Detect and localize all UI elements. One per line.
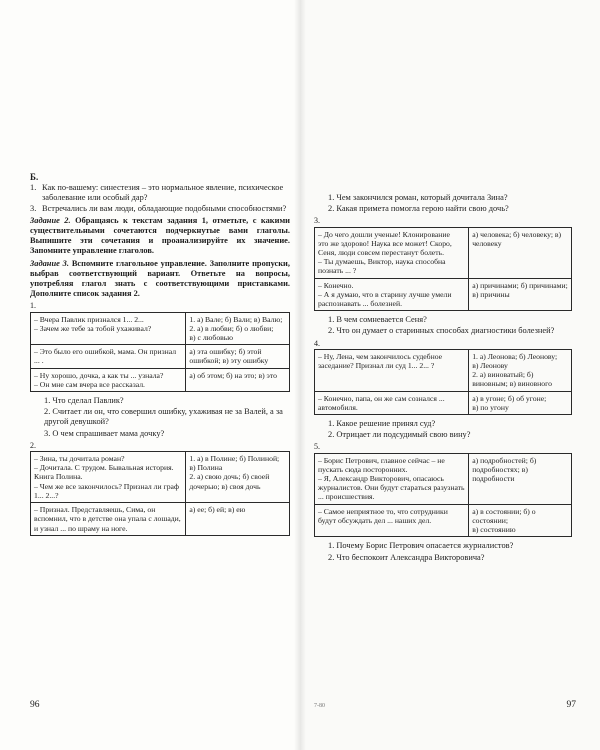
right-page-content bbox=[314, 192, 572, 563]
question: 1. Почему Борис Петрович опасается журналистов? bbox=[328, 541, 514, 551]
table-cell: 1. а) Леонова; б) Леонову; в) Леонову 2. а) виноватый; б) виновным; в) виновного bbox=[469, 349, 572, 391]
task-2: Задание 2. Обращаясь к текстам задания 1, отметьте, с какими существительными сочетаются подчеркнутые вами глаголы. Выпишите эти сочетания и проанализируйте их значение. Запомните управление глаголов. bbox=[30, 215, 290, 256]
task-3: Задание 3. Вспомните глагольное управление. Заполните пропуски, выбрав соответствующий вариант. Ответьте на вопросы, употребляя глагол знать с соответствующими приставками. Дополните список задания 2. bbox=[30, 258, 290, 299]
table-row bbox=[315, 453, 572, 504]
table-cell: – Самое неприятное то, что сотрудники будут обсуждать дел ... наших дел. bbox=[315, 504, 469, 537]
table-number: 4. bbox=[314, 338, 320, 348]
exercise-table-5 bbox=[314, 453, 572, 538]
table-row bbox=[315, 349, 572, 391]
question: 1. Что сделал Павлик? bbox=[44, 396, 124, 406]
question: 2. Что беспокоит Александра Викторовича? bbox=[328, 552, 485, 562]
question: 1. В чем сомневается Сеня? bbox=[328, 315, 427, 325]
table-cell: 1. а) Вале; б) Вали; в) Валю; 2. а) в любви; б) о любви; в) с любовью bbox=[186, 312, 290, 345]
table-cell: а) ее; б) ей; в) ею bbox=[186, 503, 290, 536]
table-row bbox=[315, 278, 572, 311]
right-page bbox=[300, 0, 600, 750]
table-cell: а) в угоне; б) об угоне; в) по угону bbox=[469, 391, 572, 414]
table-cell: а) человека; б) человеку; в) человеку bbox=[469, 227, 572, 278]
list-item: 3. Встречались ли вам люди, обладающие подобными способностями? bbox=[30, 203, 287, 213]
table-row bbox=[31, 452, 290, 503]
book-gutter bbox=[294, 0, 306, 750]
table-number: 1. bbox=[30, 301, 36, 311]
table-row bbox=[315, 504, 572, 537]
table-cell: – Вчера Павлик признался 1... 2... – Зачем же тебе за тобой ухаживал? bbox=[31, 312, 186, 345]
table-cell: а) эта ошибку; б) этой ошибкой; в) эту ошибку bbox=[186, 345, 290, 368]
table-row bbox=[31, 312, 290, 345]
question: 2. Какая примета помогла герою найти свою дочь? bbox=[328, 204, 509, 214]
section-letter: Б. bbox=[30, 172, 39, 182]
table-cell: – Ну, Лена, чем закончилось судебное заседание? Признал ли суд 1... 2... ? bbox=[315, 349, 469, 391]
table-row bbox=[315, 227, 572, 278]
question: 1. Чем закончился роман, который дочитала Зина? bbox=[328, 193, 508, 202]
exercise-table-1 bbox=[30, 312, 290, 392]
question: 2. Отрицает ли подсудимый свою вину? bbox=[328, 430, 471, 440]
exercise-table-4 bbox=[314, 349, 572, 415]
table-cell: – Конечно, папа, он же сам сознался ... автомобиля. bbox=[315, 391, 469, 414]
page-number-right: 97 bbox=[566, 700, 576, 710]
table-cell: – До чего дошли ученые! Клонирование это же здорово! Наука все может! Скоро, Сеня, люди совсем перестанут болеть. – Ты думаешь, Виктор, наука способна познать ... ? bbox=[315, 227, 469, 278]
table-cell: – Это было его ошибкой, мама. Он признал ... . bbox=[31, 345, 186, 368]
table-number: 2. bbox=[30, 440, 36, 450]
table-cell: – Признал. Представляешь, Сима, он вспомнил, что в детстве она упала с лошади, и узнал ... по шраму на ноге. bbox=[31, 503, 186, 536]
question: 3. О чем спрашивает мама дочку? bbox=[44, 428, 165, 438]
table-row bbox=[31, 345, 290, 368]
table-cell: – Конечно. – А я думаю, что в старину лучше умели распознавать ... болезней. bbox=[315, 278, 469, 311]
table-cell: а) причинами; б) причинами; в) причины bbox=[469, 278, 572, 311]
table-row bbox=[31, 503, 290, 536]
left-page-content bbox=[30, 172, 290, 536]
question: 2. Что он думает о старинных способах диагностики болезней? bbox=[328, 326, 555, 336]
table-row bbox=[315, 391, 572, 414]
list-item: 1. Как по-вашему: синестезия – это нормальное явление, психическое заболевание или особый дар? bbox=[30, 183, 284, 203]
question: 1. Какое решение принял суд? bbox=[328, 419, 436, 429]
table-cell: – Борис Петрович, главное сейчас – не пускать сюда посторонних. – Я, Александр Викторович, опасаюсь журналистов. Они будут стараться разузнать ... происшествия. bbox=[315, 453, 469, 504]
table-number: 5. bbox=[314, 442, 320, 452]
table-row bbox=[31, 368, 290, 391]
table-cell: а) об этом; б) на это; в) это bbox=[186, 368, 290, 391]
page-number-left: 96 bbox=[30, 700, 40, 710]
table-cell: а) в состоянии; б) о состоянии; в) состоянию bbox=[469, 504, 572, 537]
table-cell: а) подробностей; б) подробностях; в) подробности bbox=[469, 453, 572, 504]
table-cell: 1. а) в Полине; б) Полиной; в) Полина 2. а) свою дочь; б) своей дочерью; в) своя дочь bbox=[186, 452, 290, 503]
exercise-table-2 bbox=[30, 451, 290, 536]
question: 2. Считает ли он, что совершил ошибку, ухаживая не за Валей, а за другой девушкой? bbox=[44, 407, 283, 427]
table-number: 3. bbox=[314, 216, 320, 226]
exercise-table-3 bbox=[314, 227, 572, 312]
table-cell: – Зина, ты дочитала роман? – Дочитала. С трудом. Бывальная история. Книга Полина. – Чем же все закончилось? Признал ли граф 1... 2...? bbox=[31, 452, 186, 503]
table-cell: – Ну хорошо, дочка, а как ты ... узнала? – Он мне сам вчера все рассказал. bbox=[31, 368, 186, 391]
printer-signature: 7-80 bbox=[314, 703, 325, 709]
